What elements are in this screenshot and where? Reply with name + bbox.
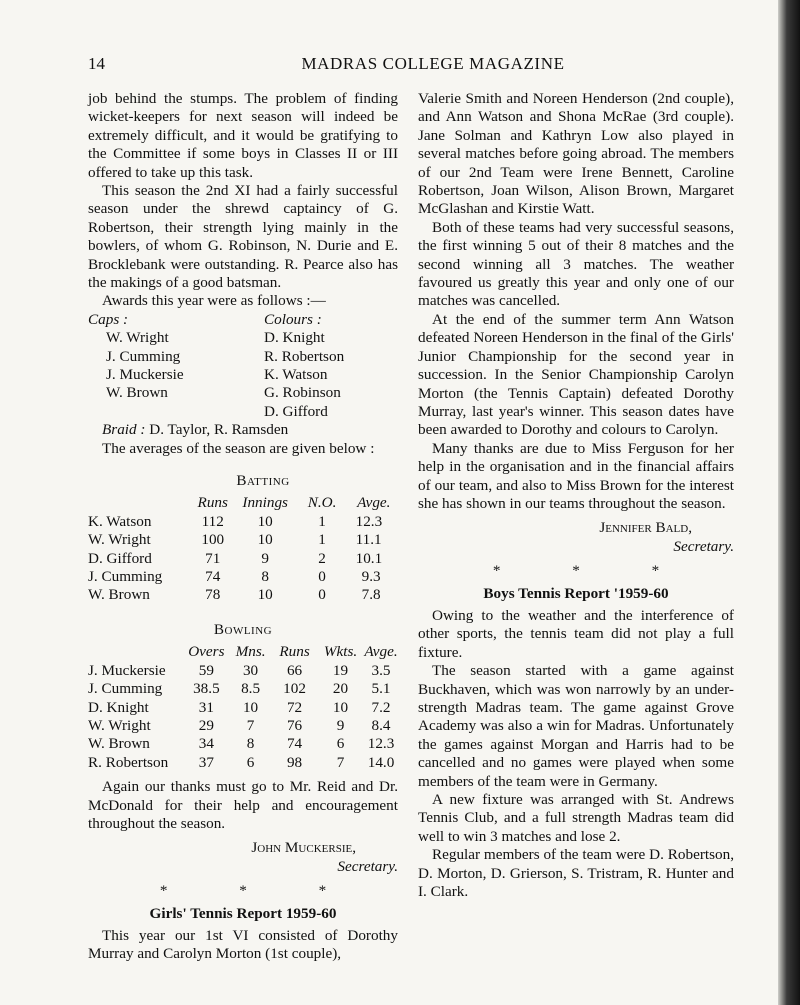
girls-tennis-paragraph-3: At the end of the summer term Ann Watson defeated Noreen Henderson in the final of the Girls' Junior Championship for the second year in succession. In the Senior Championship Carolyn Morton (the Tennis Captain) defeated Dorothy Murray, last year's winner. This season dates have been awarded to Dorothy and colours to Carolyn. bbox=[418, 310, 734, 439]
boys-tennis-paragraph-3: A new fixture was arranged with St. Andrews Tennis Club, and a full strength Madras team did well to win 3 matches and lose 2. bbox=[418, 791, 734, 845]
boys-tennis-paragraph-4: Regular members of the team were D. Robertson, D. Morton, D. Grierson, S. Tristram, R. Hunter and I. Clark. bbox=[418, 846, 734, 901]
girls-tennis-paragraph-2: Both of these teams had very successful seasons, the first winning 5 out of their 8 matches and the second winning all 3 matches. The weather favoured us greatly this year and only one of our matches was cancelled. bbox=[418, 218, 734, 310]
colour-item: G. Robinson bbox=[264, 384, 341, 402]
batting-cell: 9 bbox=[261, 549, 269, 567]
batting-cell: 2 bbox=[318, 549, 326, 567]
batting-cell: 9.3 bbox=[361, 568, 381, 586]
bowling-row bbox=[88, 717, 398, 735]
player-name: J. Cumming bbox=[88, 680, 163, 698]
bowling-header: Mns. bbox=[235, 643, 266, 661]
awards-intro: Awards this year were as follows :— bbox=[102, 292, 326, 310]
thanks-paragraph: Again our thanks must go to Mr. Reid and Dr. McDonald for their help and encouragement throughout the season. bbox=[88, 778, 398, 832]
bowling-cell: 6 bbox=[246, 753, 255, 771]
boys-tennis-paragraph-2: The season started with a game against Buckhaven, which was won narrowly by an under-strength Madras team. The game against Grove Academy was also a win for Madras. Unfortunately the games against Morgan and Harris had to be cancelled and no games were played when some members of the team were in Germany. bbox=[418, 662, 734, 790]
colours-heading: Colours : bbox=[264, 310, 322, 328]
braid-line bbox=[88, 421, 398, 439]
player-name: R. Robertson bbox=[88, 753, 169, 771]
page-header bbox=[88, 54, 738, 82]
braid-label: Braid : bbox=[102, 421, 146, 439]
bowling-cell: 74 bbox=[286, 735, 303, 753]
bowling-row bbox=[88, 754, 398, 772]
batting-cell: 11.1 bbox=[355, 531, 382, 549]
batting-cell: 0 bbox=[318, 568, 326, 586]
cap-item: W. Wright bbox=[106, 329, 169, 347]
bowling-row bbox=[88, 735, 398, 753]
bowling-header: Runs bbox=[279, 643, 310, 661]
batting-cell: 1 bbox=[318, 512, 326, 530]
girls-tennis-paragraph: This year our 1st VI consisted of Dorothy Murray and Carolyn Morton (1st couple), bbox=[88, 926, 398, 963]
batting-cell: 100 bbox=[201, 531, 225, 549]
batting-cell: 10 bbox=[257, 512, 273, 530]
awards-list bbox=[88, 311, 398, 421]
girls-tennis-title: Girls' Tennis Report 1959-60 bbox=[149, 904, 337, 922]
bowling-cell: 8.4 bbox=[371, 716, 391, 734]
player-name: D. Knight bbox=[88, 698, 149, 716]
batting-row bbox=[88, 531, 398, 549]
signature-title: Secretary. bbox=[337, 857, 398, 875]
bowling-row bbox=[88, 699, 398, 717]
cricket-paragraph-2: This season the 2nd XI had a fairly successful season under the shrewd captaincy of G. Robertson, their strength lying mainly in the bowlers, of whom G. Robinson, N. Durie and E. Brocklebank were outstanding. R. Pearce also has the makings of a good batsman. bbox=[88, 182, 398, 292]
batting-header: Runs bbox=[197, 494, 228, 512]
bowling-cell: 38.5 bbox=[193, 680, 220, 698]
bowling-cell: 31 bbox=[198, 698, 214, 716]
bowling-cell: 30 bbox=[242, 661, 259, 679]
bowling-cell: 10 bbox=[242, 698, 259, 716]
batting-cell: 10.1 bbox=[355, 549, 383, 567]
batting-cell: 74 bbox=[205, 568, 221, 586]
bowling-cell: 12.3 bbox=[367, 735, 395, 753]
cricket-paragraph-1: job behind the stumps. The problem of finding wicket-keepers for next season will indeed be extremely difficult, and it would be gratifying to the Committee if some boys in Classes II or III offered to take up this task. bbox=[88, 90, 398, 181]
batting-cell: 10 bbox=[257, 586, 273, 604]
batting-row bbox=[88, 568, 398, 586]
section-separator: * * * bbox=[159, 882, 361, 900]
left-column bbox=[88, 90, 398, 964]
bowling-cell: 7 bbox=[336, 753, 345, 771]
batting-cell: 7.8 bbox=[361, 586, 381, 604]
bowling-cell: 59 bbox=[198, 661, 214, 679]
caps-heading: Caps : bbox=[88, 310, 129, 328]
batting-header: Avge. bbox=[357, 494, 391, 512]
cap-item: J. Cumming bbox=[106, 347, 181, 365]
bowling-cell: 3.5 bbox=[371, 661, 391, 679]
bowling-cell: 102 bbox=[283, 680, 306, 698]
batting-cell: 0 bbox=[318, 586, 326, 604]
bowling-cell: 10 bbox=[332, 698, 349, 716]
batting-row bbox=[88, 513, 398, 531]
bowling-cell: 66 bbox=[286, 661, 303, 679]
bowling-cell: 76 bbox=[286, 716, 303, 734]
batting-cell: 78 bbox=[205, 586, 221, 604]
bowling-cell: 8.5 bbox=[241, 680, 261, 698]
colour-item: K. Watson bbox=[264, 366, 328, 384]
player-name: W. Wright bbox=[88, 716, 151, 734]
cap-item: W. Brown bbox=[106, 384, 168, 402]
batting-header: Innings bbox=[242, 494, 288, 512]
section-separator: * * * bbox=[492, 562, 694, 580]
player-name: D. Gifford bbox=[88, 549, 152, 567]
player-name: W. Wright bbox=[88, 531, 151, 549]
bowling-cell: 19 bbox=[332, 661, 349, 679]
bowling-cell: 7 bbox=[246, 716, 255, 734]
batting-cell: 8 bbox=[261, 568, 269, 586]
bowling-cell: 34 bbox=[198, 735, 214, 753]
bowling-row bbox=[88, 662, 398, 680]
bowling-cell: 72 bbox=[286, 698, 303, 716]
bowling-cell: 9 bbox=[336, 716, 345, 734]
page-edge bbox=[778, 0, 800, 1005]
braid-names: D. Taylor, R. Ramsden bbox=[149, 421, 289, 439]
bowling-title: Bowling bbox=[213, 620, 273, 638]
signature-title: Secretary. bbox=[673, 537, 734, 555]
awards-spacer bbox=[88, 403, 246, 421]
player-name: W. Brown bbox=[88, 735, 150, 753]
batting-header-row bbox=[88, 494, 398, 512]
batting-row bbox=[88, 550, 398, 568]
player-name: W. Brown bbox=[88, 586, 150, 604]
boys-tennis-paragraph-1: Owing to the weather and the interference of other sports, the tennis team did not play a full fixture. bbox=[418, 606, 734, 661]
player-name: J. Cumming bbox=[88, 568, 163, 586]
girls-tennis-paragraph-4: Many thanks are due to Miss Ferguson for her help in the organisation and in the financial affairs of our team, and also to Miss Brown for the interest she has shown in our teams throughout the season. bbox=[418, 439, 734, 512]
batting-row bbox=[88, 586, 398, 604]
batting-header: N.O. bbox=[307, 494, 337, 512]
girls-tennis-paragraph-cont: Valerie Smith and Noreen Henderson (2nd couple), and Ann Watson and Shona McRae (3rd couple). Jane Solman and Kathryn Low also played in several matches before going abroad. The members of our 2nd Team were Irene Bennett, Caroline Robertson, Joan Wilson, Alison Brown, Margaret McGlashan and Kirstie Watt. bbox=[418, 90, 734, 218]
colour-item: R. Robertson bbox=[264, 347, 345, 365]
cap-item: J. Muckersie bbox=[106, 366, 184, 384]
batting-cell: 10 bbox=[257, 531, 273, 549]
bowling-cell: 37 bbox=[198, 753, 214, 771]
colour-item: D. Gifford bbox=[264, 402, 328, 420]
bowling-header-row bbox=[88, 643, 398, 661]
bowling-cell: 20 bbox=[332, 680, 349, 698]
batting-cell: 112 bbox=[201, 512, 224, 530]
boys-tennis-title: Boys Tennis Report '1959-60 bbox=[483, 584, 669, 602]
bowling-cell: 7.2 bbox=[371, 698, 391, 716]
bowling-cell: 8 bbox=[246, 735, 255, 753]
batting-cell: 1 bbox=[318, 531, 326, 549]
magazine-title: MADRAS COLLEGE MAGAZINE bbox=[301, 54, 565, 73]
right-column bbox=[418, 90, 734, 901]
batting-table bbox=[88, 494, 398, 604]
signature-name: John Muckersie, bbox=[251, 839, 356, 857]
batting-title: Batting bbox=[236, 472, 290, 490]
bowling-header: Avge. bbox=[364, 643, 398, 661]
bowling-cell: 5.1 bbox=[371, 680, 391, 698]
bowling-cell: 98 bbox=[286, 753, 303, 771]
batting-cell: 12.3 bbox=[355, 512, 383, 530]
colour-item: D. Knight bbox=[264, 329, 325, 347]
signature-name: Jennifer Bald, bbox=[599, 519, 692, 537]
bowling-cell: 6 bbox=[336, 735, 345, 753]
bowling-cell: 29 bbox=[198, 716, 214, 734]
player-name: J. Muckersie bbox=[88, 661, 166, 679]
batting-cell: 71 bbox=[205, 549, 221, 567]
averages-intro: The averages of the season are given below : bbox=[102, 439, 375, 457]
page-number: 14 bbox=[88, 54, 105, 73]
bowling-header: Overs bbox=[188, 643, 225, 661]
bowling-row bbox=[88, 680, 398, 698]
bowling-header: Wkts. bbox=[323, 643, 358, 661]
player-name: K. Watson bbox=[88, 512, 152, 530]
bowling-table bbox=[88, 643, 398, 772]
bowling-cell: 14.0 bbox=[367, 753, 395, 771]
